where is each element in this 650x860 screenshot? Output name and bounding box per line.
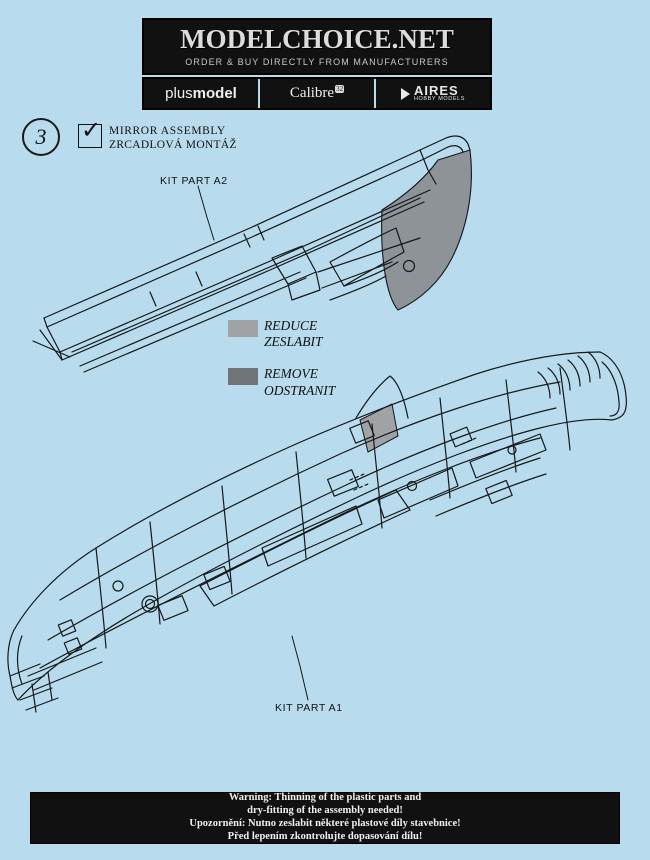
brand-header xyxy=(142,18,492,110)
brand-title: MODELCHOICE.NET xyxy=(180,24,454,54)
check-icon: ✓ xyxy=(81,118,102,144)
warning-line-1: Warning: Thinning of the plastic parts and xyxy=(228,792,422,804)
callout-kit-part-a1: KIT PART A1 xyxy=(275,702,343,714)
calibre-name: Calibre xyxy=(289,85,335,101)
mirror-label-cz: ZRCADLOVÁ MONTÁŽ xyxy=(109,138,237,151)
partner-logo-bar xyxy=(142,77,492,110)
legend-item-remove xyxy=(228,366,335,398)
warning-line-4: Před lepením zkontrolujte dopasování dílu! xyxy=(227,830,423,842)
partner-logo-aires xyxy=(374,79,490,108)
legend xyxy=(228,318,335,415)
legend-remove-cz: ODSTRANIT xyxy=(264,382,336,398)
mirror-label-en: MIRROR ASSEMBLY xyxy=(109,125,226,137)
brand-bar xyxy=(142,18,492,75)
partner-logo-calibre xyxy=(258,79,374,108)
callout-kit-part-a2: KIT PART A2 xyxy=(160,175,228,187)
callout-leader-lines xyxy=(198,186,308,700)
triangle-icon xyxy=(401,88,410,100)
legend-swatch-remove xyxy=(228,368,258,385)
warning-line-3: Upozornění: Nutno zeslabit některé plastové díly stavebnice! xyxy=(189,818,461,829)
step-number-badge: 3 xyxy=(22,118,60,156)
calibre-sup: 32 xyxy=(336,85,344,93)
legend-reduce-en: REDUCE xyxy=(264,318,318,333)
brand-subtitle: ORDER & BUY DIRECTLY FROM MANUFACTURERS xyxy=(185,57,449,67)
partner-logo-plusmodel xyxy=(144,79,258,108)
warning-line-2: dry-fitting of the assembly needed! xyxy=(247,805,403,817)
mirror-assembly-note xyxy=(78,118,237,152)
aires-name: AIRES xyxy=(413,82,459,98)
legend-swatch-reduce xyxy=(228,320,258,337)
aires-subtitle: HOBBY MODELS xyxy=(413,96,466,103)
mirror-assembly-checkbox[interactable] xyxy=(78,118,102,148)
legend-item-reduce xyxy=(228,318,335,350)
plusmodel-part1: plus xyxy=(165,85,193,102)
legend-reduce-cz: ZESLABIT xyxy=(264,334,323,350)
plusmodel-part2: model xyxy=(192,85,237,102)
warning-box xyxy=(30,792,620,844)
legend-remove-en: REMOVE xyxy=(264,366,318,382)
